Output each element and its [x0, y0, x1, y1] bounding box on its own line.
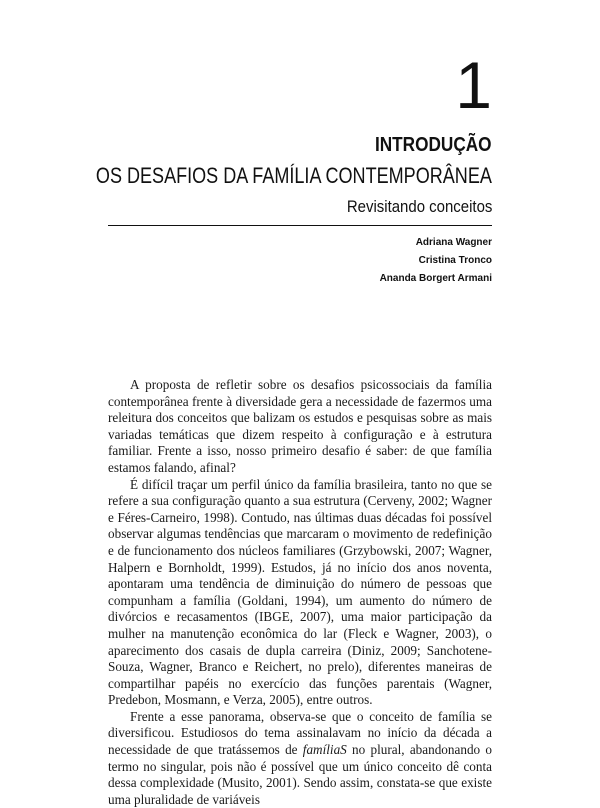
- paragraph-2: É difícil traçar um perfil único da família brasileira, tanto no que se refere a sua configuração quanto a sua estrutura (Cerveny, 2002; Wagner e Féres-Carneiro, 1998). Contudo, nas últimas duas décadas foi possível observar algumas tendências que marcaram o movimento de redefinição e de funcionamento dos núcleos familiares (Grzybowski, 2007; Wagner, Halpern e Bornholdt, 1999). Estudos, já no início dos anos noventa, apontaram uma tendência de diminuição do número de pessoas que compunham a família (Goldani, 1994), um aumento do número de divórcios e recasamentos (IBGE, 2007), uma maior participação da mulher na manutenção econômica do lar (Fleck e Wagner, 2003), o aparecimento dos casais de dupla carreira (Diniz, 2009; Sanchotene-Souza, Wagner, Branco e Reichert, no prelo), diferentes maneiras de compartilhar papéis no exercício das funções parentais (Wagner, Predebon, Mosmann, e Verza, 2005), entre outros.: [108, 476, 492, 708]
- chapter-title: INTRODUÇÃO: [375, 134, 492, 156]
- author-name: Cristina Tronco: [418, 255, 492, 266]
- paragraph-1: A proposta de refletir sobre os desafios psicossociais da família contemporânea frente à diversidade gera a necessidade de fazermos uma releitura dos conceitos que balizam os estudos e pesquisas sobre as mais variadas temáticas que dizem respeito à configuração e à estrutura familiar. Frente a isso, nosso primeiro desafio é saber: de que família estamos falando, afinal?: [108, 377, 492, 475]
- chapter-number: 1: [455, 48, 492, 122]
- paragraph-3-continuation: no plural, abandonando o termo no singular, pois não é possível que um único conceito dê conta dessa complexidade (Musito, 2001). Sendo assim, constata-se que existe uma pluralidade de variáveis: [108, 742, 492, 807]
- author-list: [380, 234, 492, 288]
- chapter-tagline: Revisitando conceitos: [346, 197, 492, 216]
- chapter-subtitle: OS DESAFIOS DA FAMÍLIA CONTEMPORÂNEA: [96, 163, 492, 188]
- paragraph-3-text: Frente a esse panorama, observa-se que o conceito de família se diversificou. Estudiosos do tema assinalavam no início da década a necessidade de que tratássemos de: [108, 708, 492, 758]
- author-name: Ananda Borgert Armani: [379, 273, 492, 284]
- author-name: Adriana Wagner: [415, 237, 492, 248]
- paragraph-3: [108, 709, 492, 808]
- title-divider: [108, 225, 492, 226]
- emphasized-term: famíliaS: [302, 742, 347, 758]
- body-text: [108, 377, 492, 808]
